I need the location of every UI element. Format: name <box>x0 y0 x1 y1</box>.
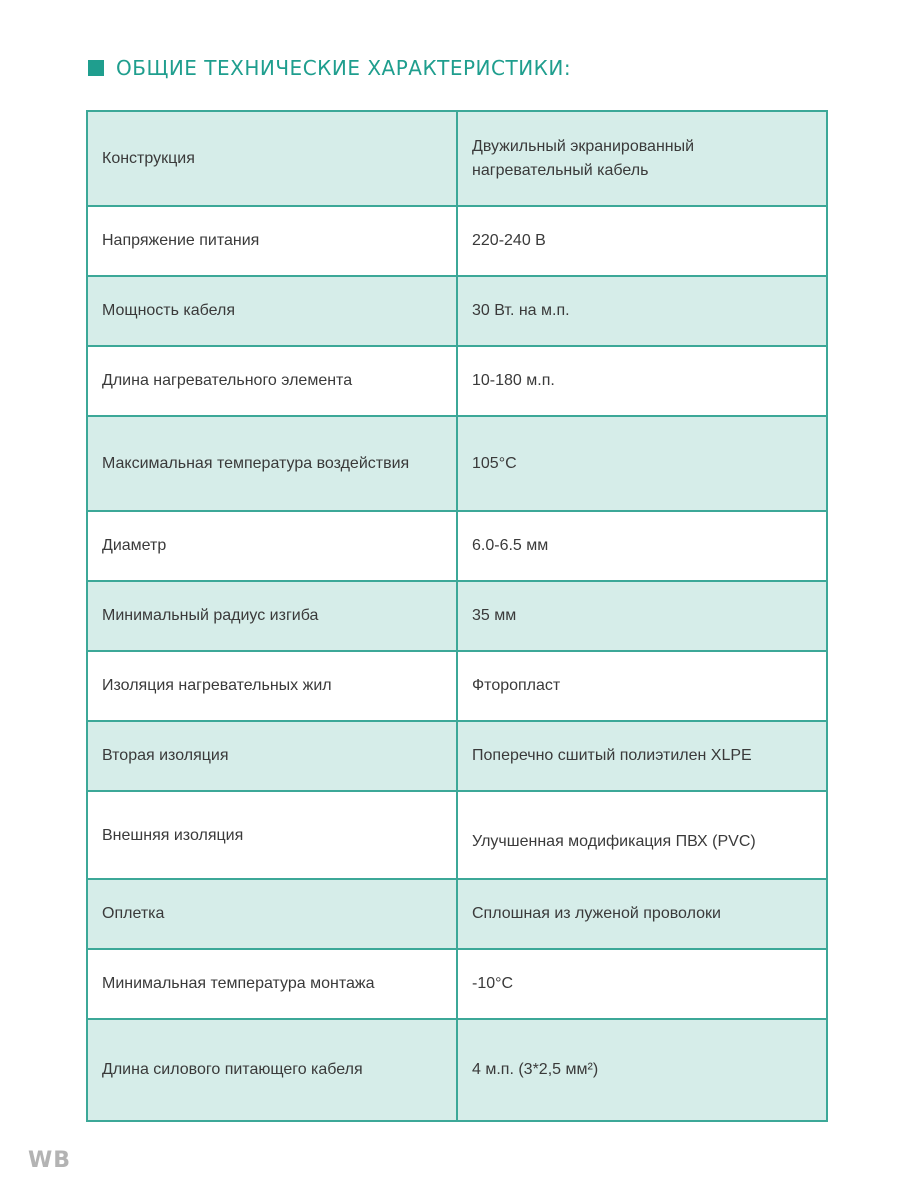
table-row <box>87 791 827 879</box>
table-row <box>87 581 827 651</box>
table-row <box>87 879 827 949</box>
table-row <box>87 949 827 1019</box>
table-row <box>87 651 827 721</box>
page-title: ОБЩИЕ ТЕХНИЧЕСКИЕ ХАРАКТЕРИСТИКИ: <box>116 56 572 80</box>
table-row <box>87 511 827 581</box>
spec-label: Оплетка <box>87 879 457 949</box>
table-row <box>87 111 827 206</box>
spec-value: 30 Вт. на м.п. <box>457 276 827 346</box>
spec-value: 10-180 м.п. <box>457 346 827 416</box>
table-row <box>87 416 827 511</box>
spec-value: -10°С <box>457 949 827 1019</box>
spec-value: Сплошная из луженой проволоки <box>457 879 827 949</box>
spec-value: Двужильный экранированный нагревательный кабель <box>457 111 827 206</box>
table-row <box>87 721 827 791</box>
spec-label: Минимальная температура монтажа <box>87 949 457 1019</box>
section-heading <box>88 52 571 84</box>
spec-label: Максимальная температура воздействия <box>87 416 457 511</box>
spec-label: Внешняя изоляция <box>87 791 457 879</box>
spec-label: Напряжение питания <box>87 206 457 276</box>
spec-value: Фторопласт <box>457 651 827 721</box>
spec-label: Изоляция нагревательных жил <box>87 651 457 721</box>
spec-value: Улучшенная модификация ПВХ (PVC) <box>457 791 827 879</box>
spec-label: Мощность кабеля <box>87 276 457 346</box>
table-row <box>87 1019 827 1121</box>
spec-label: Вторая изоляция <box>87 721 457 791</box>
spec-value: Поперечно сшитый полиэтилен XLPE <box>457 721 827 791</box>
spec-value: 220-240 В <box>457 206 827 276</box>
spec-label: Длина нагревательного элемента <box>87 346 457 416</box>
spec-value: 4 м.п. (3*2,5 мм²) <box>457 1019 827 1121</box>
table-row <box>87 276 827 346</box>
spec-label: Конструкция <box>87 111 457 206</box>
spec-value: 105°С <box>457 416 827 511</box>
wb-watermark: WB <box>28 1148 72 1173</box>
spec-label: Минимальный радиус изгиба <box>87 581 457 651</box>
table-row <box>87 206 827 276</box>
table-row <box>87 346 827 416</box>
spec-value: 35 мм <box>457 581 827 651</box>
specifications-table <box>86 110 828 1122</box>
spec-label: Диаметр <box>87 511 457 581</box>
spec-value: 6.0-6.5 мм <box>457 511 827 581</box>
heading-square-icon <box>88 60 104 76</box>
spec-label: Длина силового питающего кабеля <box>87 1019 457 1121</box>
